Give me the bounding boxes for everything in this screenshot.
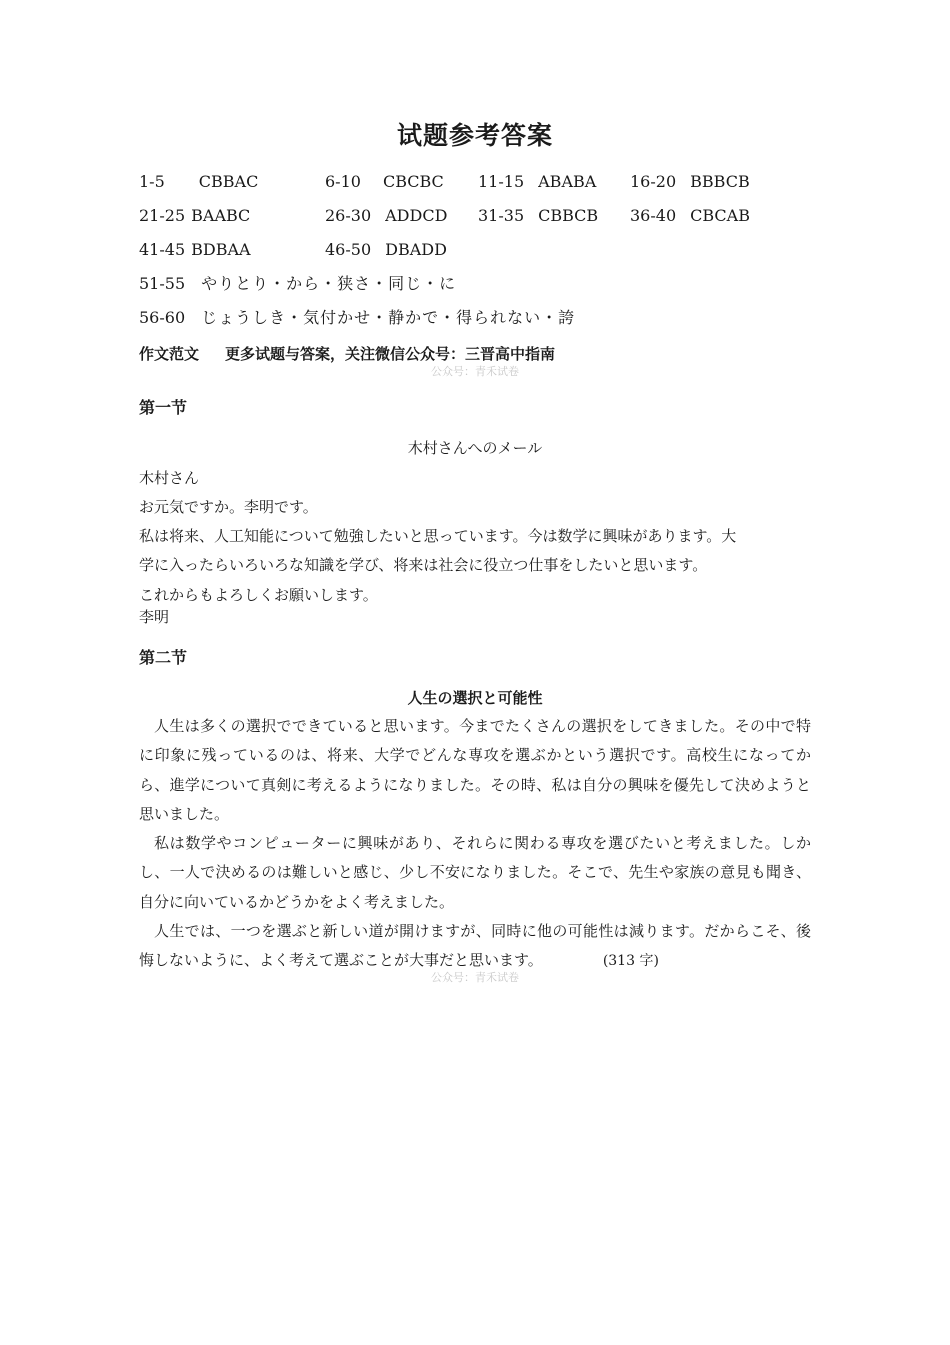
answer-range: 6-10 bbox=[325, 172, 361, 191]
answer-range: 51-55 bbox=[139, 274, 186, 293]
letter-line: 学に入ったらいろいろな知識を学び、将来は社会に役立つ仕事をしたいと思います。 bbox=[139, 556, 708, 574]
watermark: 公众号：青禾试卷 bbox=[431, 365, 519, 378]
essay-paragraph-text: 人生では、一つを選ぶと新しい道が開けますが、同時に他の可能性は減ります。だからこそ、後悔しないように、よく考えて選ぶことが大事だと思います。 bbox=[139, 922, 811, 970]
answer-cell bbox=[630, 170, 750, 194]
answer-cell bbox=[139, 170, 258, 194]
letter-line: 私は将来、人工知能について勉強したいと思っています。今は数学に興味があります。大 bbox=[139, 527, 737, 545]
essay-header bbox=[139, 343, 555, 364]
letter-line: 木村さん bbox=[139, 469, 200, 487]
answer-value: BBBCB bbox=[690, 172, 750, 191]
answer-range: 41-45 bbox=[139, 240, 186, 259]
answer-value: ABABA bbox=[538, 172, 597, 191]
section-heading: 第二节 bbox=[139, 648, 188, 667]
answer-cell bbox=[325, 170, 444, 194]
essay-label: 作文范文 bbox=[139, 345, 200, 363]
answer-row bbox=[139, 204, 839, 238]
answer-range: 26-30 bbox=[325, 206, 372, 225]
answer-range: 21-25 bbox=[139, 206, 186, 225]
answer-value: やりとり・から・狭さ・同じ・に bbox=[201, 274, 457, 293]
answer-range: 31-35 bbox=[478, 206, 525, 225]
answer-value: CBBCB bbox=[538, 206, 599, 225]
essay-paragraph: 私は数学やコンピューターに興味があり、それらに関わる専攻を選びたいと考えました。しかし、一人で決めるのは難しいと感じ、少し不安になりました。そこで、先生や家族の意見も聞き、自分に向いているかどうかをよく考えました。 bbox=[139, 834, 811, 911]
letter-line: 李明 bbox=[139, 608, 170, 626]
char-count: (313 字) bbox=[602, 953, 659, 970]
answer-range: 11-15 bbox=[478, 172, 525, 191]
essay-paragraph bbox=[139, 917, 811, 977]
letter-title: 木村さんへのメール bbox=[407, 439, 543, 457]
letter-body bbox=[139, 464, 819, 628]
answer-cell bbox=[139, 238, 251, 262]
answer-cell bbox=[478, 204, 598, 228]
answer-key bbox=[139, 170, 839, 340]
answer-row bbox=[139, 170, 839, 204]
essay-note: 更多试题与答案，关注微信公众号：三晋高中指南 bbox=[225, 345, 556, 363]
answer-range: 36-40 bbox=[630, 206, 677, 225]
answer-cell bbox=[478, 170, 596, 194]
letter-line: これからもよろしくお願いします。 bbox=[139, 586, 378, 604]
section-heading: 第一节 bbox=[139, 398, 188, 417]
answer-range: 56-60 bbox=[139, 308, 186, 327]
answer-range: 16-20 bbox=[630, 172, 677, 191]
page-title: 试题参考答案 bbox=[396, 121, 553, 150]
letter-line: お元気ですか。李明です。 bbox=[139, 498, 318, 516]
answer-value: BDBAA bbox=[191, 240, 251, 259]
answer-value: CBCBC bbox=[382, 172, 444, 191]
answer-cell bbox=[630, 204, 750, 228]
watermark: 公众号：青禾试卷 bbox=[431, 971, 519, 984]
answer-value: BAABC bbox=[191, 206, 251, 225]
answer-value: DBADD bbox=[385, 240, 447, 259]
answer-line bbox=[139, 306, 839, 340]
answer-cell bbox=[325, 238, 447, 262]
answer-row bbox=[139, 238, 839, 272]
answer-value: ADDCD bbox=[385, 206, 448, 225]
essay-title: 人生の選択と可能性 bbox=[407, 689, 543, 707]
answer-value: CBBAC bbox=[198, 172, 259, 191]
answer-cell bbox=[139, 204, 250, 228]
answer-range: 1-5 bbox=[139, 172, 165, 191]
essay-body bbox=[139, 712, 811, 977]
answer-range: 46-50 bbox=[325, 240, 372, 259]
essay-paragraph: 人生は多くの選択でできていると思います。今までたくさんの選択をしてきました。その中で特に印象に残っているのは、将来、大学でどんな専攻を選ぶかという選択です。高校生になってから、進学について真剣に考えるようになりました。その時、私は自分の興味を優先して決めようと思いました。 bbox=[139, 717, 811, 823]
answer-value: じょうしき・気付かせ・静かで・得られない・誇 bbox=[201, 308, 576, 327]
answer-value: CBCAB bbox=[690, 206, 750, 225]
answer-cell bbox=[325, 204, 447, 228]
answer-line bbox=[139, 272, 839, 306]
